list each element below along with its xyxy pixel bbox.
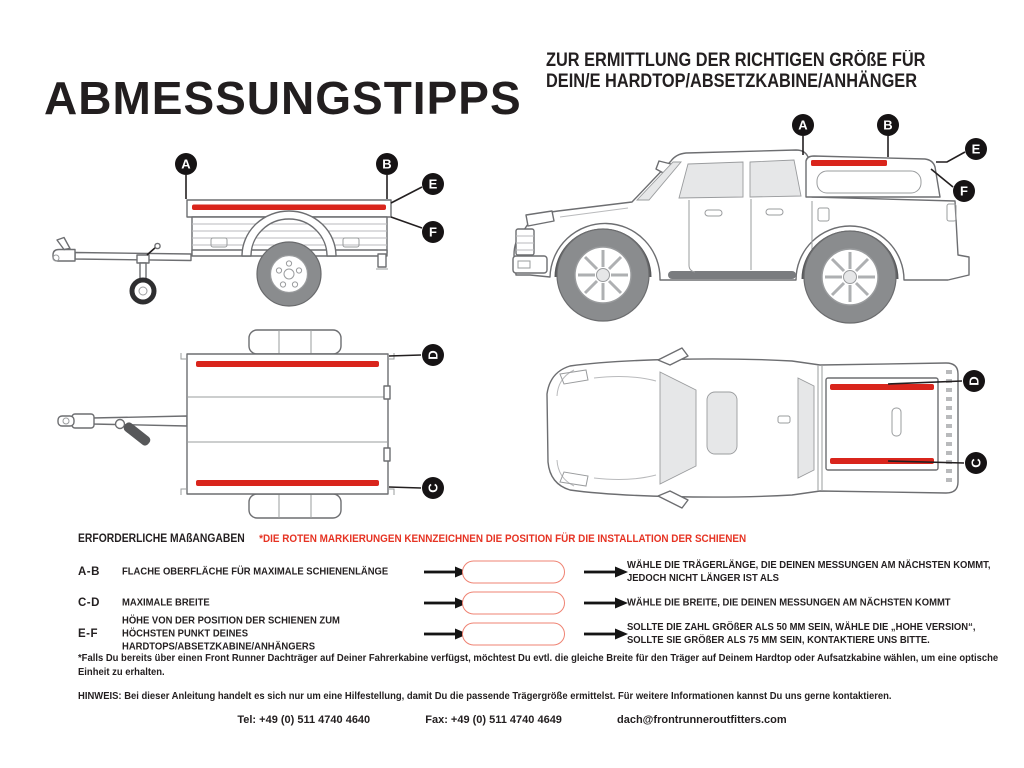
contact-email: dach@frontrunneroutfitters.com [617,714,787,726]
trailer-drawbar-top [58,414,187,447]
rail-marking-red [196,361,379,367]
measurement-input-a-b[interactable] [462,561,565,584]
label-b-marker [877,114,899,157]
footnote: *Falls Du bereits über einen Front Runner Dachträger auf Deiner Fahrerkabine verfügst, möchtest Du evtl. die gleiche Breite für den Träger auf Deinem Hardtop oder Aufsatzkabine wählen, um eine optische Einheit zu erhalten. [78,652,999,678]
trailer-top-view-illustration [50,328,460,520]
measurement-input-e-f[interactable] [462,623,565,646]
measurement-input-c-d[interactable] [462,592,565,615]
rail-marking-red [830,384,934,390]
measure-code-a-b: A-B [78,566,100,578]
svg-text:E: E [971,141,981,157]
rail-marking-red [196,480,379,486]
truck-side-view-illustration [500,105,1005,325]
measure-code-c-d: C-D [78,597,100,609]
label-e-marker [936,138,987,162]
rail-marking-red [811,160,887,166]
subtitle-line-1: ZUR ERMITTLUNG DER RICHTIGEN GRÖßE FÜR [546,50,926,71]
truck-canopy-top [826,378,938,470]
svg-text:C: C [425,483,441,493]
arrow-right-icon [584,628,628,640]
truck-canopy [806,156,940,197]
label-a-marker [792,114,814,155]
label-d-marker [389,344,444,366]
measure-label-c-d: MAXIMALE BREITE [122,596,210,609]
trailer-drawbar [53,238,191,303]
trailer-side-view-illustration [45,128,445,320]
measurements-heading-row [78,533,746,545]
measure-result-e-f: SOLLTE DIE ZAHL GRÖßER ALS 50 MM SEIN, WÄHLE DIE „HOHE VERSION“, SOLLTE SIE GRÖßER ALS 75 MM SEIN, KONTAKTIERE UNS BITTE. [627,621,976,646]
svg-text:A: A [181,156,191,172]
contact-tel: Tel: +49 (0) 511 4740 4640 [237,714,371,726]
measure-label-e-f: HÖHE VON DER POSITION DER SCHIENEN ZUM HÖCHSTEN PUNKT DEINES HARDTOPS/ABSETZKABINE/ANHÄNGERS [122,614,340,653]
measure-label-a-b: FLACHE OBERFLÄCHE FÜR MAXIMALE SCHIENENLÄNGE [122,565,389,578]
svg-text:B: B [883,117,893,133]
measurement-row-a-b [0,556,1024,588]
label-e-marker [391,173,444,203]
hint-note: HINWEIS: Bei dieser Anleitung handelt es sich nur um eine Hilfestellung, damit Du die passende Trägergröße ermittelst. Für weitere Informationen kannst Du uns gerne kontaktieren. [78,690,892,702]
label-c-marker [389,477,444,499]
subtitle-line-2: DEIN/E HARDTOP/ABSETZKABINE/ANHÄNGER [546,71,918,92]
label-a-marker [175,153,197,199]
svg-text:D: D [966,376,982,386]
red-rail-note: *DIE ROTEN MARKIERUNGEN KENNZEICHNEN DIE POSITION FÜR DIE INSTALLATION DER SCHIENEN [259,533,747,545]
svg-text:F: F [429,224,437,240]
svg-text:A: A [798,117,808,133]
svg-text:F: F [960,183,968,199]
svg-text:D: D [425,350,441,360]
trailer-box-top [181,353,394,495]
contact-fax: Fax: +49 (0) 511 4740 4649 [425,714,562,726]
page-subtitle [546,50,925,92]
contact-line [0,714,1024,726]
arrow-right-icon [584,597,628,609]
page-title: ABMESSUNGSTIPPS [44,71,522,124]
measurement-row-c-d [0,589,1024,617]
svg-text:C: C [968,458,984,468]
arrow-right-icon [584,566,628,578]
svg-text:E: E [428,176,438,192]
svg-text:B: B [382,156,392,172]
running-board [668,271,796,279]
measurement-row-e-f [0,616,1024,652]
truck-top-view-illustration [530,332,1005,524]
measure-code-e-f: E-F [78,628,99,640]
rail-marking-red [192,205,386,211]
label-f-marker [391,217,444,243]
measure-result-a-b: WÄHLE DIE TRÄGERLÄNGE, DIE DEINEN MESSUNGEN AM NÄCHSTEN KOMMT, JEDOCH NICHT LÄNGER IST ALS [627,559,991,584]
label-b-marker [376,153,398,199]
measure-result-c-d: WÄHLE DIE BREITE, DIE DEINEN MESSUNGEN AM NÄCHSTEN KOMMT [627,596,951,609]
measurements-heading: ERFORDERLICHE MAßANGABEN [78,533,245,545]
